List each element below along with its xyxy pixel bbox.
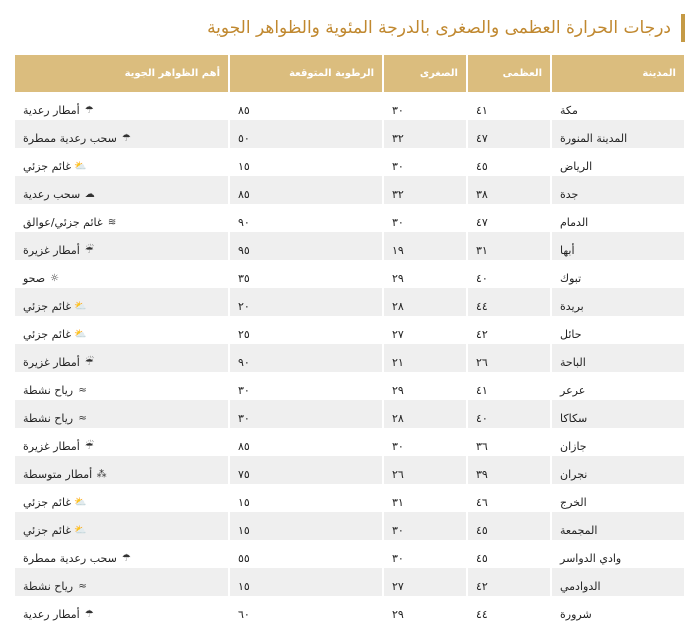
phenomena-cell bbox=[15, 288, 228, 316]
min-temp-cell bbox=[382, 428, 466, 456]
max-temp-value: ٤٥ bbox=[476, 159, 488, 173]
max-temp-cell bbox=[466, 540, 550, 568]
table-row bbox=[15, 428, 684, 456]
city-cell bbox=[550, 232, 684, 260]
min-temp-value: ٢٩ bbox=[392, 383, 404, 397]
phenomena-label: رياح نشطة bbox=[23, 383, 74, 397]
city-value: أبها bbox=[560, 243, 575, 257]
city-cell bbox=[550, 316, 684, 344]
phenomena-cell bbox=[15, 316, 228, 344]
city-cell bbox=[550, 400, 684, 428]
phenomena-group bbox=[23, 496, 87, 509]
city-cell bbox=[550, 596, 684, 624]
humidity-cell bbox=[228, 204, 382, 232]
min-temp-value: ٢٨ bbox=[392, 411, 404, 425]
phenomena-cell bbox=[15, 456, 228, 484]
city-cell bbox=[550, 568, 684, 596]
max-temp-cell bbox=[466, 232, 550, 260]
max-temp-value: ٤٢ bbox=[476, 327, 488, 341]
city-value: عرعر bbox=[560, 383, 586, 397]
sunny-icon: ☼ bbox=[50, 272, 60, 284]
humidity-cell bbox=[228, 92, 382, 120]
table-row bbox=[15, 260, 684, 288]
max-temp-cell bbox=[466, 92, 550, 120]
phenomena-label: غائم جزئي bbox=[23, 523, 72, 537]
table-row bbox=[15, 484, 684, 512]
min-temp-cell bbox=[382, 120, 466, 148]
table-row bbox=[15, 512, 684, 540]
city-value: شرورة bbox=[560, 607, 592, 621]
humidity-cell bbox=[228, 260, 382, 288]
max-temp-cell bbox=[466, 484, 550, 512]
table-row bbox=[15, 568, 684, 596]
humidity-value: ٨٥ bbox=[238, 187, 250, 201]
phenomena-label: سحب رعدية ممطرة bbox=[23, 131, 117, 145]
table-row bbox=[15, 204, 684, 232]
min-temp-cell bbox=[382, 176, 466, 204]
max-temp-value: ٤١ bbox=[476, 383, 488, 397]
phenomena-label: رياح نشطة bbox=[23, 411, 74, 425]
humidity-cell bbox=[228, 288, 382, 316]
table-row bbox=[15, 316, 684, 344]
phenomena-label: سحب رعدية ممطرة bbox=[23, 551, 117, 565]
partly-cloudy-icon: ⛅ bbox=[74, 328, 87, 340]
table-row bbox=[15, 456, 684, 484]
humidity-value: ٨٥ bbox=[238, 439, 250, 453]
phenomena-group bbox=[23, 300, 87, 313]
title-accent-bar bbox=[681, 14, 685, 42]
max-temp-cell bbox=[466, 204, 550, 232]
max-temp-cell bbox=[466, 344, 550, 372]
max-temp-value: ٢٦ bbox=[476, 355, 488, 369]
phenomena-group bbox=[23, 552, 133, 565]
header-humidity: الرطوبة المتوقعة bbox=[228, 55, 382, 92]
table-row bbox=[15, 372, 684, 400]
humidity-cell bbox=[228, 232, 382, 260]
min-temp-cell bbox=[382, 400, 466, 428]
max-temp-value: ٣٩ bbox=[476, 467, 488, 481]
max-temp-value: ٣٦ bbox=[476, 439, 488, 453]
phenomena-label: غائم جزئي/عوالق bbox=[23, 215, 103, 229]
city-value: وادي الدواسر bbox=[560, 551, 622, 565]
max-temp-cell bbox=[466, 400, 550, 428]
phenomena-group bbox=[23, 356, 96, 369]
table-row bbox=[15, 92, 684, 120]
phenomena-group bbox=[23, 608, 96, 621]
wind-icon: ≈ bbox=[78, 412, 87, 424]
min-temp-value: ٣١ bbox=[392, 495, 404, 509]
humidity-value: ١٥ bbox=[238, 579, 250, 593]
city-cell bbox=[550, 92, 684, 120]
phenomena-cell bbox=[15, 120, 228, 148]
humidity-cell bbox=[228, 120, 382, 148]
table-row bbox=[15, 288, 684, 316]
phenomena-label: غائم جزئي bbox=[23, 299, 72, 313]
humidity-value: ٢٥ bbox=[238, 327, 250, 341]
phenomena-label: أمطار رعدية bbox=[23, 103, 80, 117]
city-value: بريدة bbox=[560, 299, 584, 313]
humidity-cell bbox=[228, 316, 382, 344]
city-cell bbox=[550, 288, 684, 316]
phenomena-cell bbox=[15, 92, 228, 120]
city-value: سكاكا bbox=[560, 411, 588, 425]
phenomena-label: أمطار غزيرة bbox=[23, 243, 80, 257]
city-value: الباحة bbox=[560, 355, 586, 369]
phenomena-group bbox=[23, 160, 87, 173]
table-row bbox=[15, 148, 684, 176]
phenomena-cell bbox=[15, 344, 228, 372]
phenomena-group bbox=[23, 384, 89, 397]
humidity-cell bbox=[228, 484, 382, 512]
phenomena-cell bbox=[15, 232, 228, 260]
wind-icon: ≈ bbox=[78, 384, 87, 396]
phenomena-group bbox=[23, 580, 89, 593]
phenomena-cell bbox=[15, 260, 228, 288]
min-temp-value: ٣٠ bbox=[392, 523, 404, 537]
min-temp-value: ٢٦ bbox=[392, 467, 404, 481]
city-cell bbox=[550, 484, 684, 512]
city-value: حائل bbox=[560, 327, 582, 341]
city-cell bbox=[550, 260, 684, 288]
min-temp-value: ٣٠ bbox=[392, 215, 404, 229]
phenomena-cell bbox=[15, 176, 228, 204]
city-cell bbox=[550, 428, 684, 456]
phenomena-group bbox=[23, 524, 87, 537]
phenomena-group bbox=[23, 468, 108, 481]
humidity-value: ٥٠ bbox=[238, 131, 250, 145]
max-temp-cell bbox=[466, 260, 550, 288]
min-temp-value: ٢٧ bbox=[392, 579, 404, 593]
min-temp-value: ٣٢ bbox=[392, 131, 404, 145]
max-temp-value: ٣٨ bbox=[476, 187, 488, 201]
page-title: درجات الحرارة العظمى والصغرى بالدرجة المئوية والظواهر الجوية bbox=[207, 18, 671, 38]
phenomena-cell bbox=[15, 372, 228, 400]
min-temp-cell bbox=[382, 232, 466, 260]
header-city: المدينة bbox=[550, 55, 684, 92]
humidity-value: ٦٠ bbox=[238, 607, 250, 621]
city-cell bbox=[550, 456, 684, 484]
phenomena-cell bbox=[15, 148, 228, 176]
weather-table-container bbox=[15, 55, 684, 624]
max-temp-value: ٤٥ bbox=[476, 551, 488, 565]
city-cell bbox=[550, 540, 684, 568]
min-temp-cell bbox=[382, 540, 466, 568]
max-temp-value: ٤١ bbox=[476, 103, 488, 117]
max-temp-value: ٤٠ bbox=[476, 271, 488, 285]
city-value: جدة bbox=[560, 187, 579, 201]
phenomena-cell bbox=[15, 596, 228, 624]
humidity-cell bbox=[228, 372, 382, 400]
min-temp-value: ١٩ bbox=[392, 243, 404, 257]
thunder-rain-icon: ☂ bbox=[84, 104, 94, 116]
city-value: المجمعة bbox=[560, 523, 598, 537]
humidity-cell bbox=[228, 456, 382, 484]
city-cell bbox=[550, 120, 684, 148]
min-temp-value: ٣٠ bbox=[392, 103, 404, 117]
phenomena-label: أمطار متوسطة bbox=[23, 467, 93, 481]
thunder-rain-icon: ☂ bbox=[121, 132, 131, 144]
phenomena-cell bbox=[15, 568, 228, 596]
humidity-value: ٩٠ bbox=[238, 215, 250, 229]
phenomena-group bbox=[23, 104, 96, 117]
thunder-rain-icon: ☂ bbox=[84, 608, 94, 620]
phenomena-group bbox=[23, 328, 87, 341]
min-temp-cell bbox=[382, 484, 466, 512]
humidity-value: ٩٥ bbox=[238, 243, 250, 257]
max-temp-value: ٤٥ bbox=[476, 523, 488, 537]
max-temp-value: ٤٧ bbox=[476, 215, 488, 229]
partly-cloudy-icon: ⛅ bbox=[74, 524, 87, 536]
heavy-rain-icon: ☔ bbox=[84, 356, 94, 368]
humidity-value: ٣٥ bbox=[238, 271, 250, 285]
phenomena-label: غائم جزئي bbox=[23, 159, 72, 173]
min-temp-cell bbox=[382, 372, 466, 400]
weather-table bbox=[15, 55, 684, 624]
phenomena-cell bbox=[15, 540, 228, 568]
min-temp-cell bbox=[382, 260, 466, 288]
city-value: مكة bbox=[560, 103, 578, 117]
max-temp-cell bbox=[466, 176, 550, 204]
table-row bbox=[15, 232, 684, 260]
min-temp-value: ٣٢ bbox=[392, 187, 404, 201]
humidity-value: ٣٠ bbox=[238, 383, 250, 397]
table-row bbox=[15, 596, 684, 624]
phenomena-label: رياح نشطة bbox=[23, 579, 74, 593]
humidity-cell bbox=[228, 344, 382, 372]
table-row bbox=[15, 176, 684, 204]
humidity-cell bbox=[228, 596, 382, 624]
min-temp-value: ٣٠ bbox=[392, 159, 404, 173]
max-temp-cell bbox=[466, 316, 550, 344]
phenomena-cell bbox=[15, 400, 228, 428]
max-temp-cell bbox=[466, 120, 550, 148]
humidity-value: ١٥ bbox=[238, 523, 250, 537]
phenomena-group bbox=[23, 412, 89, 425]
min-temp-value: ٢١ bbox=[392, 355, 404, 369]
partly-cloudy-icon: ⛅ bbox=[74, 160, 87, 172]
max-temp-value: ٤٧ bbox=[476, 131, 488, 145]
wind-icon: ≈ bbox=[78, 580, 87, 592]
min-temp-value: ٢٩ bbox=[392, 271, 404, 285]
city-cell bbox=[550, 372, 684, 400]
min-temp-value: ٢٩ bbox=[392, 607, 404, 621]
phenomena-label: غائم جزئي bbox=[23, 327, 72, 341]
page-title-bar bbox=[9, 12, 685, 44]
phenomena-group bbox=[23, 244, 96, 257]
humidity-cell bbox=[228, 512, 382, 540]
phenomena-group bbox=[23, 216, 119, 229]
min-temp-value: ٣٠ bbox=[392, 551, 404, 565]
min-temp-cell bbox=[382, 568, 466, 596]
humidity-value: ٢٠ bbox=[238, 299, 250, 313]
city-cell bbox=[550, 344, 684, 372]
header-max: العظمى bbox=[466, 55, 550, 92]
min-temp-cell bbox=[382, 288, 466, 316]
min-temp-cell bbox=[382, 596, 466, 624]
city-cell bbox=[550, 148, 684, 176]
max-temp-cell bbox=[466, 568, 550, 596]
phenomena-label: سحب رعدية bbox=[23, 187, 81, 201]
partly-cloudy-icon: ⛅ bbox=[74, 496, 87, 508]
city-value: الدوادمي bbox=[560, 579, 601, 593]
humidity-value: ١٥ bbox=[238, 159, 250, 173]
table-row bbox=[15, 540, 684, 568]
moderate-rain-icon: ⁂ bbox=[96, 468, 107, 480]
heavy-rain-icon: ☔ bbox=[84, 440, 94, 452]
humidity-cell bbox=[228, 148, 382, 176]
table-row bbox=[15, 120, 684, 148]
humidity-value: ٩٠ bbox=[238, 355, 250, 369]
header-phenomena: أهم الظواهر الجوية bbox=[15, 55, 228, 92]
city-value: الرياض bbox=[560, 159, 593, 173]
phenomena-label: صحو bbox=[23, 271, 46, 285]
header-min: الصغرى bbox=[382, 55, 466, 92]
phenomena-cell bbox=[15, 484, 228, 512]
max-temp-value: ٤٤ bbox=[476, 299, 488, 313]
phenomena-cell bbox=[15, 512, 228, 540]
city-cell bbox=[550, 176, 684, 204]
humidity-value: ٥٥ bbox=[238, 551, 250, 565]
city-cell bbox=[550, 512, 684, 540]
max-temp-cell bbox=[466, 288, 550, 316]
min-temp-cell bbox=[382, 92, 466, 120]
heavy-rain-icon: ☔ bbox=[84, 244, 94, 256]
dust-haze-icon: ≋ bbox=[107, 216, 117, 228]
phenomena-group bbox=[23, 440, 96, 453]
humidity-value: ٧٥ bbox=[238, 467, 250, 481]
min-temp-cell bbox=[382, 148, 466, 176]
phenomena-cell bbox=[15, 204, 228, 232]
min-temp-value: ٢٧ bbox=[392, 327, 404, 341]
phenomena-label: غائم جزئي bbox=[23, 495, 72, 509]
min-temp-cell bbox=[382, 512, 466, 540]
min-temp-cell bbox=[382, 316, 466, 344]
min-temp-cell bbox=[382, 456, 466, 484]
humidity-value: ٨٥ bbox=[238, 103, 250, 117]
phenomena-group bbox=[23, 132, 133, 145]
humidity-cell bbox=[228, 400, 382, 428]
thunder-cloud-icon: ☁ bbox=[84, 188, 95, 200]
phenomena-cell bbox=[15, 428, 228, 456]
phenomena-label: أمطار رعدية bbox=[23, 607, 80, 621]
table-row bbox=[15, 344, 684, 372]
table-row bbox=[15, 400, 684, 428]
city-value: الخرج bbox=[560, 495, 587, 509]
city-value: الدمام bbox=[560, 215, 589, 229]
city-value: تبوك bbox=[560, 271, 582, 285]
city-value: جازان bbox=[560, 439, 587, 453]
humidity-cell bbox=[228, 540, 382, 568]
city-value: نجران bbox=[560, 467, 588, 481]
max-temp-value: ٤٤ bbox=[476, 607, 488, 621]
thunder-rain-icon: ☂ bbox=[121, 552, 131, 564]
humidity-value: ٣٠ bbox=[238, 411, 250, 425]
city-value: المدينة المنورة bbox=[560, 131, 628, 145]
max-temp-cell bbox=[466, 456, 550, 484]
min-temp-value: ٣٠ bbox=[392, 439, 404, 453]
phenomena-label: أمطار غزيرة bbox=[23, 355, 80, 369]
partly-cloudy-icon: ⛅ bbox=[74, 300, 87, 312]
max-temp-cell bbox=[466, 596, 550, 624]
max-temp-value: ٤٠ bbox=[476, 411, 488, 425]
min-temp-cell bbox=[382, 204, 466, 232]
table-header-row bbox=[15, 55, 684, 92]
humidity-value: ١٥ bbox=[238, 495, 250, 509]
max-temp-cell bbox=[466, 372, 550, 400]
city-cell bbox=[550, 204, 684, 232]
phenomena-group bbox=[23, 188, 96, 201]
humidity-cell bbox=[228, 428, 382, 456]
humidity-cell bbox=[228, 176, 382, 204]
max-temp-value: ٤٦ bbox=[476, 495, 488, 509]
max-temp-cell bbox=[466, 428, 550, 456]
phenomena-label: أمطار غزيرة bbox=[23, 439, 80, 453]
max-temp-cell bbox=[466, 512, 550, 540]
max-temp-cell bbox=[466, 148, 550, 176]
phenomena-group bbox=[23, 272, 61, 285]
min-temp-value: ٢٨ bbox=[392, 299, 404, 313]
humidity-cell bbox=[228, 568, 382, 596]
max-temp-value: ٣١ bbox=[476, 243, 488, 257]
max-temp-value: ٤٢ bbox=[476, 579, 488, 593]
min-temp-cell bbox=[382, 344, 466, 372]
